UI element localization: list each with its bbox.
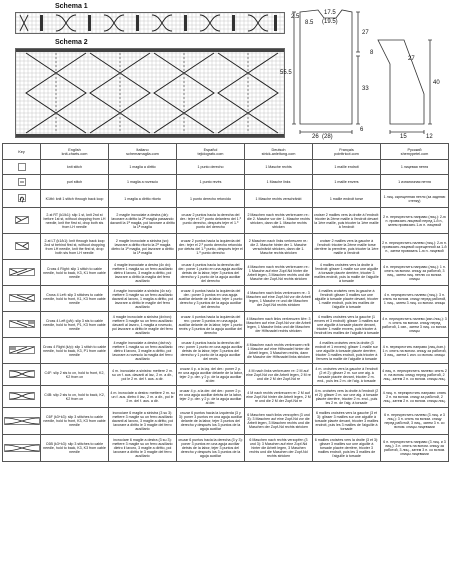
column-header [381, 144, 449, 160]
table-cell: 4 maglie incrociate a sinistra (dx/rov): mettere 3 maglie su un ferro ausiliario davanti al lavoro, 1 maglia a rovescio, poi lavorare a diritto le maglie del ferro ausiliario [109, 312, 177, 338]
dim-1: 2.5 [291, 14, 300, 20]
table-row [3, 312, 449, 338]
table-cell: cruzar 6 puntos hacia la izquierda (3 y 3): poner 3 puntos en una aguja auxiliar delante de la labor, tejer 3 puntos del derecho y después los 3 puntos de la aguja auxiliar [177, 408, 245, 435]
table-cell: 1 maille endroit torse [313, 190, 381, 208]
column-header [177, 144, 245, 160]
table-cell: 1 maille envers [313, 175, 381, 190]
table-cell: 2 Maschen nach rechts verkreuzen re.: die 2. Masche vor der 1. Masche rechts stricken, dann die 1. Masche rechts stricken [245, 208, 313, 234]
dim-11: 26 [312, 134, 319, 140]
table-cell: 4 mailles croisées vers la gauche (1 envers et 3 endroit): glisser 3 mailles sur une aiguille à torsade placée devant, tricoter 1 maille envers, puis tricoter à l'endroit les mailles de l'aiguille à torsade [313, 312, 381, 338]
schema-2-title: Schema 2 [55, 39, 88, 46]
table-cell: 4 п. перекрестить налево (изн./лиц.): 3 п. снять на вспом. спицу перед работой, 1 изн., затем 3 лиц. со вспом. спицы [381, 312, 449, 338]
table-cell: cruzar 2 puntos hacia la derecha del der.: tejer el 2.º punto delantero del 1.º punto derecho, después tejer el 1.º punto del derecho [177, 208, 245, 234]
column-header [41, 144, 109, 160]
table-row [3, 435, 449, 462]
dim-8: 33 [362, 86, 369, 92]
table-cell: 6 Maschen nach rechts verzopfen (3 und 3): 3 Maschen auf eine Zopf-Nd hinter die Arbeit legen, 3 Maschen rechts und die Maschen der Zopf-Nd rechts stricken [245, 435, 313, 462]
table-cell: cruzar 4 puntos hacia la derecha del rev.: poner 1 punto en una aguja auxiliar detrás de la labor, tejer 3 puntos del derecho y 1 punto de la aguja auxiliar del revés [177, 338, 245, 364]
c6b-symbol-icon [3, 435, 41, 462]
dim-3: 17.5 [324, 10, 336, 16]
table-row [3, 364, 449, 386]
table-cell: 4 maglie incrociate a destra (4x dx): mettere 1 maglia su un ferro ausiliario dietro il lavoro, 3 maglie a diritto, poi lavorare a diritto la maglia del ferro ausiliario [109, 260, 177, 286]
column-language: Español [203, 147, 218, 152]
table-cell: cruzar 2 puntos hacia la izquierda del der.: tejer el 2.º punto derecho retorcido por detrás del 1.º punto, después tejer el 1.º punto derecho [177, 234, 245, 260]
dim-14: 15 [400, 134, 407, 140]
table-cell: C6B (k3+k3): slip 3 stitches to cable needle, hold to back, K3, K3 from cable needle [41, 435, 109, 462]
dim-6: 8 [370, 50, 374, 56]
column-language: Key [18, 149, 25, 154]
table-cell: 1 punto revés [177, 175, 245, 190]
table-cell: 4 m. croisées vers la gauche à l'endroit (2 et 2): glisser 2 m. sur une aig. à torsade placée devant, tricoter 2 m. end., puis les 2 m. de l'aig. à torsade [313, 364, 381, 386]
column-site: shemypetel.com [400, 151, 429, 156]
lt-symbol-icon [3, 234, 41, 260]
table-cell: 1 Masche rechts [245, 160, 313, 175]
column-site: tejidografo.com [197, 151, 224, 156]
table-cell: 2 п. перекрестить налево (лиц.): 2-ю п. провязать лицевой скрещенной за 1-й п., затем провязать 1-ю п. лицевой [381, 234, 449, 260]
table-row [3, 175, 449, 190]
table-cell: 1 maglia a diritto [109, 160, 177, 175]
table-cell: C4F: slip 2 sts to cn, hold to front, K2, K2 from cn [41, 364, 109, 386]
table-cell: Cross 4 Right: slip 1 stitch to cable needle, hold to back, K3, K1 from cable needle [41, 260, 109, 286]
table-cell: 6 п. перекрестить направо (3 лиц. и 3 лиц.): 3 п. снять на вспом. спицу за работой, 3 лиц., затем 3 п. со вспом. спицы лицевыми [381, 435, 449, 462]
table-cell: incrociare 6 maglie a sinistra (3 su 3): mettere 3 maglie su un ferro ausiliario davanti al lavoro, 3 maglie a diritto, poi lavorare a diritto le 3 maglie del ferro ausiliario [109, 408, 177, 435]
c4rp-symbol-icon [3, 338, 41, 364]
table-cell: 4 Maschen nach rechts verkreuzen re/li: 1 Masche auf eine Hilfsnadel hinter die Arbeit legen, 3 Maschen rechts, dann die Masche der Hilfsnadel links stricken [245, 338, 313, 364]
table-cell: 1 punto derecho retorcido [177, 190, 245, 208]
c4l-symbol-icon [3, 286, 41, 312]
column-site: strick-anleitung.com [261, 151, 296, 156]
table-cell: 2 п. перекрестить направо (лиц.): 2-ю п. провязать лицевой перед 1-й п., затем провязать 1-ю п. лицевой [381, 208, 449, 234]
table-cell: 1 punto derecho [177, 160, 245, 175]
table-cell: cruzar 4 puntos hacia la izquierda del der.: poner 3 puntos en una aguja auxiliar delante de la labor, tejer 1 punto derecho y 3 puntos de la aguja auxiliar del derecho [177, 286, 245, 312]
svg-text:𝜂: 𝜂 [19, 196, 24, 203]
table-body [3, 160, 449, 462]
schema-1-title: Schema 1 [55, 3, 88, 10]
table-cell: croiser 2 mailles vers la gauche à l'endroit: tricoter la 2ème maille torse derrière la première, puis tricoter la 1ère maille à l'endroit [313, 234, 381, 260]
table-cell: Cross 4 Right (k/p): slip 1 stitch to cable needle, hold to back, K3, P1 from cable needle [41, 338, 109, 364]
table-cell: 1 maglia a rovescio [109, 175, 177, 190]
dim-7: 55.5 [280, 70, 292, 76]
table-row [3, 190, 449, 208]
table-cell: 6 Maschen nach links verzopfen (3 und 3): 3 Maschen auf eine Zopf-Nd vor die Arbeit legen, 3 Maschen rechts und die Maschen der Zopf-Nd rechts stricken [245, 408, 313, 435]
table-cell: cruzar 4 puntos hacia la izquierda del rev.: poner 3 puntos en una aguja auxiliar delante de la labor, tejer 1 punto revés y 3 puntos de la aguja auxiliar del derecho [177, 312, 245, 338]
column-header [109, 144, 177, 160]
c4lp-symbol-icon [3, 312, 41, 338]
table-cell: 1 maglia a diritto ritorto [109, 190, 177, 208]
table-cell: purl stitch [41, 175, 109, 190]
table-cell: croiser 2 mailles vers la droite à l'endroit: tricoter la 2ème maille à l'endroit devant la 1ère maille, puis tricoter la 1ère maille à l'endroit [313, 208, 381, 234]
column-header [3, 144, 41, 160]
table-cell: 4 mailles croisées vers la droite (3 endroit et 1 envers): glisser 1 maille sur une aiguille à torsade placée derrière, tricoter 3 mailles endroit, puis tricoter à l'envers la maille de l'aiguille à torsade [313, 338, 381, 364]
knit-symbol-icon [3, 160, 41, 175]
column-language: Italiano [136, 147, 149, 152]
table-cell: C4B: slip 2 sts to cn, hold to back, K2, K2 from cn [41, 386, 109, 408]
rt-symbol-icon [3, 208, 41, 234]
table-row [3, 208, 449, 234]
column-language: English [68, 147, 81, 152]
table-cell: 1 Masche links [245, 175, 313, 190]
table-cell: knit stitch [41, 160, 109, 175]
table-row [3, 160, 449, 175]
schema-2-chart [15, 48, 285, 138]
table-row [3, 386, 449, 408]
table-cell: cruzar 4 p. a la der. del der.: poner 2 p. en una aguja auxiliar detrás de la labor, tejer 2 p. der. y 2 p. de la aguja auxiliar al der. [177, 386, 245, 408]
c4r-symbol-icon [3, 260, 41, 286]
column-language: Русский [407, 147, 422, 152]
dim-15: 12 [426, 134, 433, 140]
dim-9: 40 [433, 80, 440, 86]
table-cell: 4 m. incrociate a sinistra: mettere 2 m. su un f. aus. davanti al lav., 2 m. a dir., poi le 2 m. del f. aus. a dir. [109, 364, 177, 386]
table-cell: cruzar 4 p. a la izq. del der.: poner 2 p. en una aguja auxiliar delante de la labor, tejer 2 p. der. y 2 p. de la aguja auxiliar al der. [177, 364, 245, 386]
c4f-symbol-icon [3, 364, 41, 386]
dim-12: (28) [322, 134, 333, 140]
table-cell: 4 mailles croisées vers la droite à l'endroit: glisser 1 maille sur une aiguille à torsade placée derrière, tricoter 3 mailles endroit, puis la maille de l'aiguille à torsade [313, 260, 381, 286]
table-cell: 1 Masche rechts verschränkt [245, 190, 313, 208]
column-language: Français [339, 147, 354, 152]
table-row [3, 286, 449, 312]
dim-13: 6 [360, 127, 364, 133]
schema-1-chart [15, 12, 285, 34]
table-cell: Cross 4 Left (p/k): slip 3 sts to cable needle, hold to front, P1, K3 from cable needle [41, 312, 109, 338]
table-row [3, 260, 449, 286]
table-cell: 4 maglie incrociate a sinistra (4x sx): mettere 3 maglie su un ferro ausiliario davanti al lavoro, 1 maglia a diritto, poi lavorare a diritto le maglie del ferro ausiliario [109, 286, 177, 312]
table-cell: 6 п. перекрестить налево (3 лиц. и 3 лиц.): 3 п. снять на вспом. спицу перед работой, 3 лиц., затем 3 п. со вспом. спицы лицевыми [381, 408, 449, 435]
table-row [3, 234, 449, 260]
table-cell: 4 m. croisées vers la droite à l'endroit (2 et 2): glisser 2 m. sur une aig. à torsade placée derrière, tricoter 2 m. end., puis les 2 m. de l'aig. à torsade [313, 386, 381, 408]
c6f-symbol-icon [3, 408, 41, 435]
table-row [3, 338, 449, 364]
table-cell: 2-st LT (k1/k1): knit through back loop 2nd st behind first st, without dropping from LH needle, knit the first st, drop both sts from LH needle [41, 234, 109, 260]
column-language: Deutsch [271, 147, 286, 152]
table-cell: 2-st RT (k1/k1): slip 1 st, knit 2nd st before 1st st, without dropping from LH needle, knit the first st, drop both sts from LH needle [41, 208, 109, 234]
table-cell: 4 M nach links verkreuzen re: 2 M auf eine Zopf-Nd vor die Arbeit legen, 2 M re und die 2 M der Zopf-Nd re [245, 364, 313, 386]
table-cell: 4 Maschen nach rechts verkreuzen re.: 1 Masche auf eine Zopf-Nd hinter die Arbeit legen, 3 Maschen rechts und die Masche der Zopf-Nd rechts stricken [245, 260, 313, 286]
column-header [313, 144, 381, 160]
table-cell: 6 mailles croisées vers la droite (3 et 3): glisser 3 mailles sur une aiguille à torsade placée derrière, tricoter 3 mailles endroit, puis les 3 mailles de l'aiguille à torsade [313, 435, 381, 462]
c4b-symbol-icon [3, 386, 41, 408]
column-site: schemamaglia.com [126, 151, 159, 156]
table-cell: K1tbl: knit 1 stitch through back loop [41, 190, 109, 208]
table-cell: Cross 4 Left: slip 3 stitches to cable needle, hold to front, K1, K3 from cable needle [41, 286, 109, 312]
dim-2: 8.5 [305, 20, 314, 26]
table-cell: C6F (k3+k3): slip 3 stitches to cable needle, hold to front, K3, K3 from cable needle [41, 408, 109, 435]
table-cell: 6 mailles croisées vers la gauche (3 et 3): glisser 3 mailles sur une aiguille à torsade placée devant, tricoter 3 mailles endroit, puis les 3 mailles de l'aiguille à torsade [313, 408, 381, 435]
table-cell: 2 maglie incrociate a sinistra (sx): lavorare a diritto ritorto la 2ª maglia dietro la 1ª maglia, poi lavorare a diritto la 1ª maglia [109, 234, 177, 260]
table-cell: 4 M nach rechts verkreuzen re: 2 M auf eine Zopf-Nd hinter die Arbeit legen, 2 M re und die 2 M der Zopf-Nd re [245, 386, 313, 408]
table-cell: 4 Maschen nach links verkreuzen re.: 3 Maschen auf eine Zopf-Nd vor die Arbeit legen, 1 Masche re und die Maschen der Zopf-Nd rechts stricken [245, 286, 313, 312]
table-cell: 4 Maschen nach links verkreuzen li/re: 3 Maschen auf eine Zopf-Nd vor die Arbeit legen, 1 Masche links und die Maschen der Hilfsnadel rechts stricken [245, 312, 313, 338]
dim-4: (19.5) [322, 19, 338, 25]
table-cell: cruzar 4 puntos hacia la derecha del der.: poner 1 punto en una aguja auxiliar detrás de la labor, tejer 3 puntos del derecho y 1 punto de la aguja auxiliar del derecho [177, 260, 245, 286]
table-cell: 1 изнаночная петля [381, 175, 449, 190]
table-cell: 4 п. перекрестить направо (лиц./изн.): 1 п. снять на вспом. спицу за работой, 3 лиц., затем 1 изн. со вспом. спицы [381, 338, 449, 364]
table-cell: 4 m. incrociate a destra: mettere 2 m. su un f. aus. dietro il lav., 2 m. a dir., poi le 2 m. del f. aus. a dir. [109, 386, 177, 408]
table-cell: 1 maille endroit [313, 160, 381, 175]
table-cell: 4 лиц. п. перекрестить направо: снять 2 п. на вспом. спицу за работой, 2 лиц., затем 2 п. со вспом. спицы лиц. [381, 386, 449, 408]
garment-diagram [280, 4, 445, 140]
table-cell: incrociare 6 maglie a destra (3 su 3): mettere 3 maglie su un ferro ausiliario dietro il lavoro, 3 maglie a diritto, poi lavorare a diritto le 3 maglie del ferro ausiliario [109, 435, 177, 462]
stitch-key-table [2, 143, 449, 462]
table-cell: 1 лиц. скрещенная петля (за заднюю стенку) [381, 190, 449, 208]
column-header [245, 144, 313, 160]
table-cell: 4 лиц. п. перекрестить налево: снять 2 п. на вспом. спицу перед работой, 2 лиц., затем 2 п. со вспом. спицы лиц. [381, 364, 449, 386]
table-cell: 1 лицевая петля [381, 160, 449, 175]
table-cell: 4 п. перекрестить налево (лиц.): 3 п. снять на вспом. спицу перед работой, 1 лиц., затем 3 лиц. со вспом. спицы [381, 286, 449, 312]
table-cell: cruzar 6 puntos hacia la derecha (3 y 3): poner 3 puntos en una aguja auxiliar detrás de la labor, tejer 3 puntos del derecho y después los 3 puntos de la aguja auxiliar [177, 435, 245, 462]
table-cell: 4 mailles croisées vers la gauche à l'endroit: glisser 3 mailles sur une aiguille à torsade placée devant, tricoter 1 maille endroit, puis les mailles de l'aiguille à torsade [313, 286, 381, 312]
column-site: pointtricot.com [334, 151, 359, 156]
table-header-row [3, 144, 449, 160]
column-site: knit-charts.com [61, 151, 88, 156]
ktbl-symbol-icon [3, 190, 41, 208]
table-cell: 2 Maschen nach links verkreuzen re.: die 2. Masche hinter der 1. Masche verschränkt stricken, dann die 1. Masche rechts stricken [245, 234, 313, 260]
table-cell: 4 п. перекрестить направо (лиц.): 1 п. снять на вспом. спицу за работой, 3 лиц., затем лиц. петлю со вспом. спицы [381, 260, 449, 286]
table-cell: 2 maglie incrociate a destra (dx): lavorare a diritto la 2ª maglia passando davanti la 1ª maglia, poi lavorare a diritto la 1ª maglia [109, 208, 177, 234]
purl-symbol-icon [3, 175, 41, 190]
table-cell: 4 maglie incrociate a destra (dx/rov): mettere 1 maglia su un ferro ausiliario dietro il lavoro, 3 maglie a diritto, poi lavorare a rovescio la maglia del ferro ausiliario [109, 338, 177, 364]
dim-10: 27 [408, 56, 415, 62]
table-row [3, 408, 449, 435]
dim-5: 27 [362, 30, 369, 36]
